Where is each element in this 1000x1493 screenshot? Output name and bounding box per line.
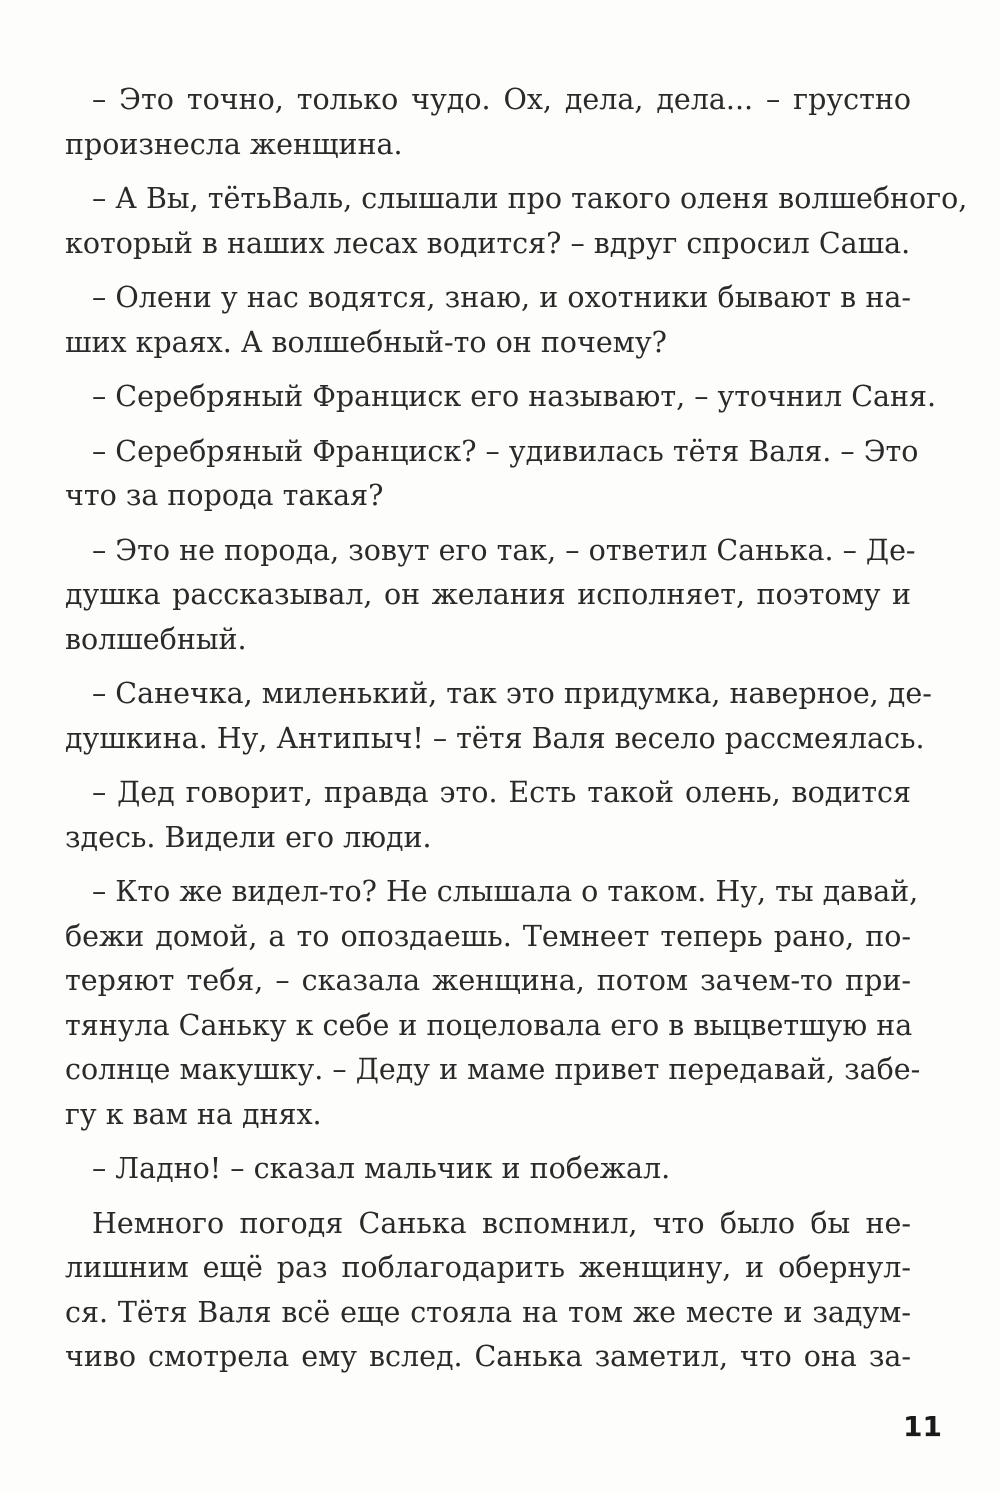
paragraph <box>65 870 921 1137</box>
paragraph <box>65 375 937 420</box>
text-line: волшебный. <box>65 622 247 656</box>
text-line: – Серебряный Франциск? – удивилась тётя Валя. – Это <box>92 434 919 468</box>
text-line: – Серебряный Франциск его называют, – уточнил Саня. <box>92 380 937 413</box>
text-line: душкина. Ну, Антипыч! – тётя Валя весело рассмеялась. <box>65 721 925 755</box>
text-line: что за порода такая? <box>65 479 384 512</box>
text-line: – Олени у нас водятся, знаю, и охотники бывают в на- <box>92 281 911 314</box>
body-text <box>65 78 968 1390</box>
text-line: произнесла женщина. <box>65 127 403 161</box>
text-line: – А Вы, тётьВаль, слышали про такого оленя волшебного, <box>92 182 968 215</box>
paragraph <box>65 177 968 266</box>
text-line: – Дед говорит, правда это. Есть такой олень, водится <box>92 776 911 809</box>
text-line: ших краях. А волшебный-то он почему? <box>65 325 667 359</box>
paragraph <box>65 78 911 167</box>
text-line: – Ладно! – сказал мальчик и побежал. <box>92 1152 671 1185</box>
text-line: гу к вам на днях. <box>65 1097 322 1131</box>
text-line: который в наших лесах водится? – вдруг спросил Саша. <box>65 226 911 260</box>
text-line: чиво смотрела ему вслед. Санька заметил, что она за- <box>65 1340 911 1373</box>
text-line: ся. Тётя Валя всё еще стояла на том же месте и задум- <box>65 1295 911 1329</box>
text-line: лишним ещё раз поблагодарить женщину, и обернул- <box>65 1251 911 1284</box>
text-line: – Это не порода, зовут его так, – ответил Санька. – Де- <box>92 533 916 567</box>
text-line: здесь. Видели его люди. <box>65 820 432 854</box>
paragraph <box>65 1147 911 1192</box>
paragraph <box>65 529 916 663</box>
paragraph <box>65 430 919 519</box>
text-line: – Санечка, миленький, так это придумка, наверное, де- <box>92 677 932 710</box>
page-number: 11 <box>903 1410 942 1443</box>
text-line: бежи домой, а то опоздаешь. Темнеет теперь рано, по- <box>65 919 911 953</box>
text-line: душка рассказывал, он желания исполняет, поэтому и <box>65 578 911 611</box>
paragraph <box>65 276 911 365</box>
text-line: тянула Саньку к себе и поцеловала его в выцветшую на <box>65 1008 913 1042</box>
paragraph <box>65 672 932 761</box>
text-line: солнце макушку. – Деду и маме привет передавай, забе- <box>65 1053 921 1086</box>
text-line: – Кто же видел-то? Не слышала о таком. Ну, ты давай, <box>92 875 919 908</box>
text-line: Немного погодя Санька вспомнил, что было бы не- <box>92 1206 911 1240</box>
paragraph <box>65 1202 911 1380</box>
paragraph <box>65 771 911 860</box>
text-line: – Это точно, только чудо. Ох, дела, дела... – грустно <box>92 83 911 116</box>
text-line: теряют тебя, – сказала женщина, потом зачем-то при- <box>65 964 911 997</box>
